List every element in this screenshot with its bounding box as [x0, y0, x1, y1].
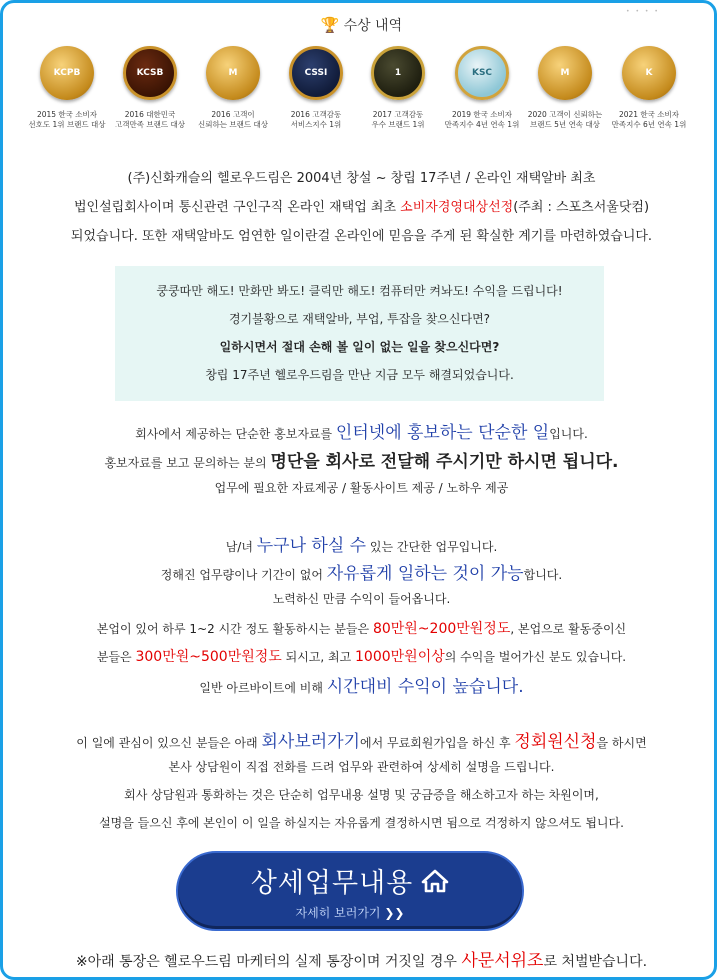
award-item: [524, 46, 606, 130]
award-item: [192, 46, 274, 130]
home-icon: [421, 869, 449, 900]
apply-line-4: 설명을 들으신 후에 본인이 이 일을 하실지는 자유롭게 결정하시면 됨으로 걱정하지 않으셔도 됩니다.: [99, 816, 624, 830]
promo-line-2: 홍보자료를 보고 문의하는 분의 명단을 회사로 전달해 주시기만 하시면 됩니다.: [104, 452, 619, 472]
intro-line-2: 법인설립회사이며 통신관련 구인구직 온라인 재택업 최초 소비자경영대상선정(주최 : 스포츠서울닷컴): [73, 200, 650, 215]
notice-line-1: 쿵쿵따만 해도! 만화만 봐도! 클릭만 해도! 컴퓨터만 켜놔도! 수익을 드립니다!: [156, 284, 563, 298]
award-item: [275, 46, 357, 130]
notice-line-3: 일하시면서 절대 손해 볼 일이 없는 일을 찾으신다면?: [219, 340, 500, 354]
cta-label: 상세업무내용: [178, 861, 522, 900]
cta-sublabel: 자세히 보러가기 ❯❯: [295, 906, 405, 920]
footer-warning: ※아래 통장은 헬로우드림 마케터의 실제 통장이며 거짓일 경우 사문서위조로 처벌받습니다.: [75, 951, 648, 971]
award-item: [608, 46, 690, 130]
apply-line-1: 이 일에 관심이 있으신 분들은 아래 회사보러가기에서 무료회원가입을 하신 후 정회원신청을 하시면: [76, 732, 647, 752]
work-line-2: 정해진 업무량이나 기간이 없어 자유롭게 일하는 것이 가능합니다.: [160, 564, 563, 584]
award-caption: 2020 고객이 신뢰하는 브랜드 5년 연속 대상: [527, 110, 603, 129]
apply-line-3: 회사 상담원과 통화하는 것은 단순히 업무내용 설명 및 궁금증을 해소하고자 하는 차원이며,: [124, 788, 599, 802]
award-medal-icon: KSC: [455, 46, 509, 100]
award-medal-icon: 1: [371, 46, 425, 100]
notice-line-4: 창립 17주년 헬로우드림을 만난 지금 모두 해결되었습니다.: [205, 368, 514, 382]
apply-line-2: 본사 상담원이 직접 전화를 드려 업무와 관련하여 상세히 설명을 드립니다.: [168, 760, 555, 774]
award-caption: 2016 고객감동 서비스지수 1위: [290, 110, 342, 129]
award-caption: 2019 한국 소비자 만족지수 4년 연속 1위: [444, 110, 520, 129]
promo-line-1: 회사에서 제공하는 단순한 홍보자료를 인터넷에 홍보하는 단순한 일입니다.: [135, 423, 588, 443]
detail-work-button[interactable]: [176, 851, 524, 931]
decorative-dots: • • • •: [626, 8, 660, 15]
award-caption: 2016 고객이 신뢰하는 브랜드 대상: [198, 110, 268, 129]
award-highlight: 소비자경영대상선정: [400, 200, 514, 215]
work-line-6: 일반 아르바이트에 비해 시간대비 수익이 높습니다.: [199, 677, 524, 697]
award-medal-icon: CSSI: [289, 46, 343, 100]
award-item: [357, 46, 439, 130]
intro-line-3: 되었습니다. 또한 재택알바도 엄연한 일이란걸 온라인에 믿음을 주게 된 확실한 계기를 마련하였습니다.: [70, 229, 653, 244]
notice-box: [115, 266, 604, 401]
award-caption: 2017 고객감동 우수 브랜드 1위: [371, 110, 425, 129]
intro-line-1: (주)신화캐슬의 헬로우드림은 2004년 창설 ~ 창립 17주년 / 온라인 재택알바 최초: [127, 171, 596, 186]
award-caption: 2021 한국 소비자 만족지수 6년 연속 1위: [611, 110, 687, 129]
work-line-3: 노력하신 만큼 수익이 들어옵니다.: [272, 592, 451, 606]
notice-line-2: 경기불황으로 재택알바, 부업, 투잡을 찾으신다면?: [228, 312, 491, 326]
award-medal-icon: KCPB: [40, 46, 94, 100]
promo-line-3: 업무에 필요한 자료제공 / 활동사이트 제공 / 노하우 제공: [214, 481, 509, 495]
award-medal-icon: M: [206, 46, 260, 100]
work-line-5: 분들은 300만원~500만원정도 되시고, 최고 1000만원이상의 수익을 벌어가신 분도 있습니다.: [96, 649, 627, 665]
trophy-icon: 🏆: [320, 16, 340, 34]
award-medal-icon: K: [622, 46, 676, 100]
award-item: [109, 46, 191, 130]
chevron-right-icon: ❯❯: [384, 906, 405, 920]
awards-title: 🏆 수상 내역: [320, 16, 403, 34]
award-medal-icon: M: [538, 46, 592, 100]
award-item: [441, 46, 523, 130]
award-caption: 2015 한국 소비자 선호도 1위 브랜드 대상: [28, 110, 106, 129]
work-line-1: 남/녀 누구나 하실 수 있는 간단한 업무입니다.: [225, 536, 498, 556]
award-medal-icon: KCSB: [123, 46, 177, 100]
awards-list: [26, 46, 706, 138]
work-line-4: 본업이 있어 하루 1~2 시간 정도 활동하시는 분들은 80만원~200만원정도, 본업으로 활동중이신: [96, 621, 627, 637]
award-item: [26, 46, 108, 130]
award-caption: 2016 대한민국 고객만족 브랜드 대상: [115, 110, 185, 129]
